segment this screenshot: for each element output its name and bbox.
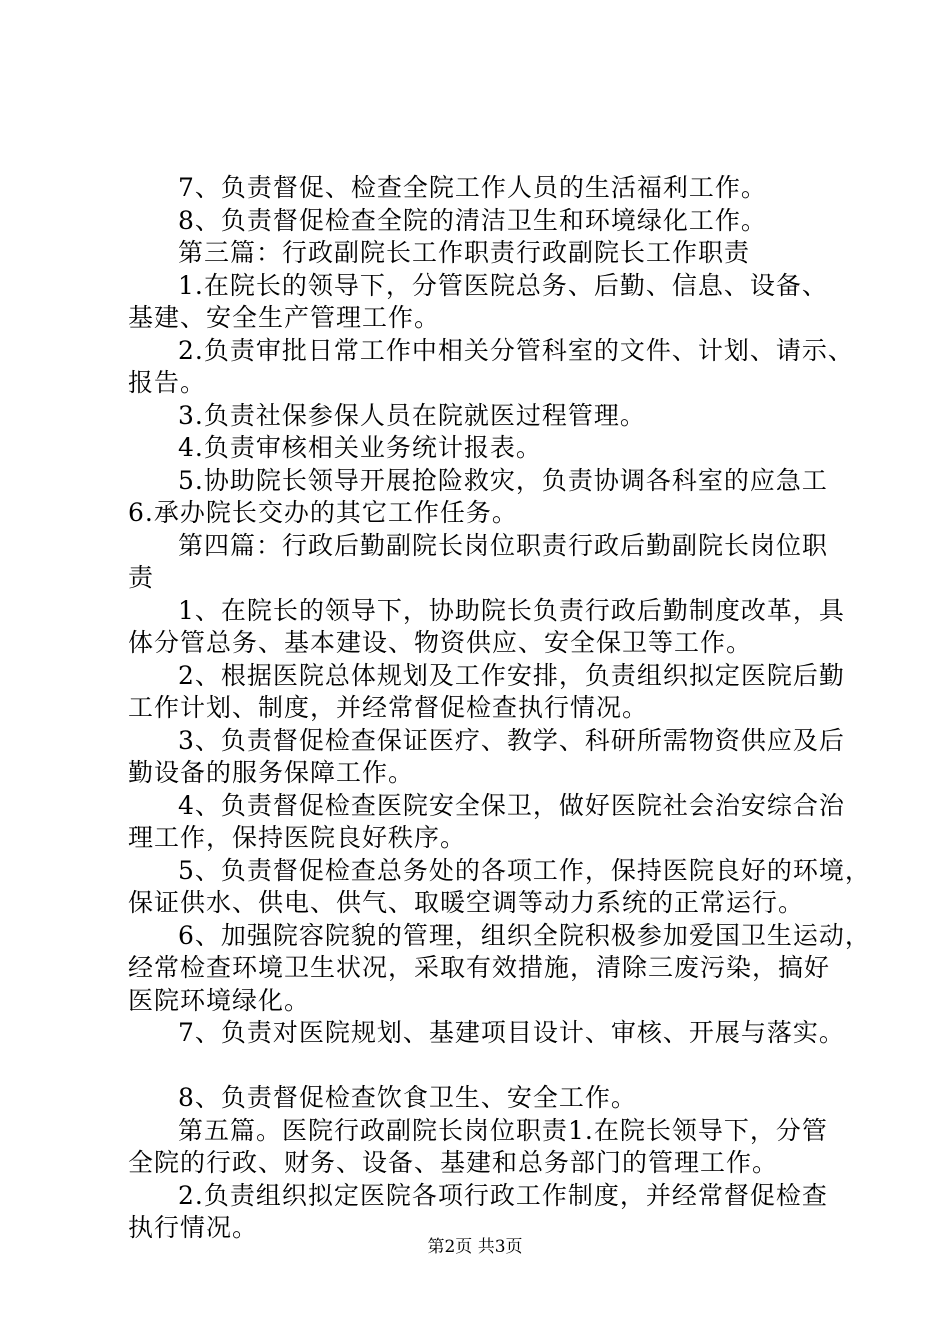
text-line: 7、负责督促、检查全院工作人员的生活福利工作。 [178,173,767,202]
text-line: 7、负责对医院规划、基建项目设计、审核、开展与落实。 [178,1018,845,1047]
text-line: 8、负责督促检查全院的清洁卫生和环境绿化工作。 [178,206,767,235]
text-line: 执行情况。 [128,1213,259,1242]
text-line: 基建、安全生产管理工作。 [128,303,441,332]
text-line: 5.协助院长领导开展抢险救灾，负责协调各科室的应急工 [178,466,828,495]
text-line: 保证供水、供电、供气、取暖空调等动力系统的正常运行。 [128,888,805,917]
text-line: 体分管总务、基本建设、物资供应、安全保卫等工作。 [128,628,753,657]
text-line: 3.负责社保参保人员在院就医过程管理。 [178,401,646,430]
section-heading: 第三篇：行政副院长工作职责行政副院长工作职责 [178,238,751,267]
text-line: 经常检查环境卫生状况，采取有效措施，清除三废污染，搞好 [128,953,831,982]
text-line: 2.负责审批日常工作中相关分管科室的文件、计划、请示、 [178,336,854,365]
text-line: 6、加强院容院貌的管理，组织全院积极参加爱国卫生运动， [178,921,871,950]
text-line: 工作计划、制度，并经常督促检查执行情况。 [128,693,649,722]
text-line: 理工作，保持医院良好秩序。 [128,823,467,852]
text-line: 医院环境绿化。 [128,986,311,1015]
text-line: 勤设备的服务保障工作。 [128,758,415,787]
text-line: 4.负责审核相关业务统计报表。 [178,433,542,462]
text-line: 5、负责督促检查总务处的各项工作，保持医院良好的环境， [178,856,871,885]
text-line: 8、负责督促检查饮食卫生、安全工作。 [178,1083,637,1112]
text-line: 6.承办院长交办的其它工作任务。 [128,498,518,527]
text-line: 4、负责督促检查医院安全保卫，做好医院社会治安综合治 [178,791,845,820]
text-line: 全院的行政、财务、设备、基建和总务部门的管理工作。 [128,1148,779,1177]
section-heading: 第五篇。医院行政副院长岗位职责1.在院长领导下，分管 [178,1116,828,1145]
text-line: 2、根据医院总体规划及工作安排，负责组织拟定医院后勤 [178,661,845,690]
text-line: 1、在院长的领导下，协助院长负责行政后勤制度改革，具 [178,596,845,625]
text-line: 3、负责督促检查保证医疗、教学、科研所需物资供应及后 [178,726,845,755]
text-line: 报告。 [128,368,207,397]
text-line: 1.在院长的领导下，分管医院总务、后勤、信息、设备、 [178,271,828,300]
text-line: 责 [128,563,155,592]
text-line: 2.负责组织拟定医院各项行政工作制度，并经常督促检查 [178,1181,828,1210]
page-footer: 第2页 共3页 [427,1237,523,1257]
section-heading: 第四篇：行政后勤副院长岗位职责行政后勤副院长岗位职 [178,531,829,560]
